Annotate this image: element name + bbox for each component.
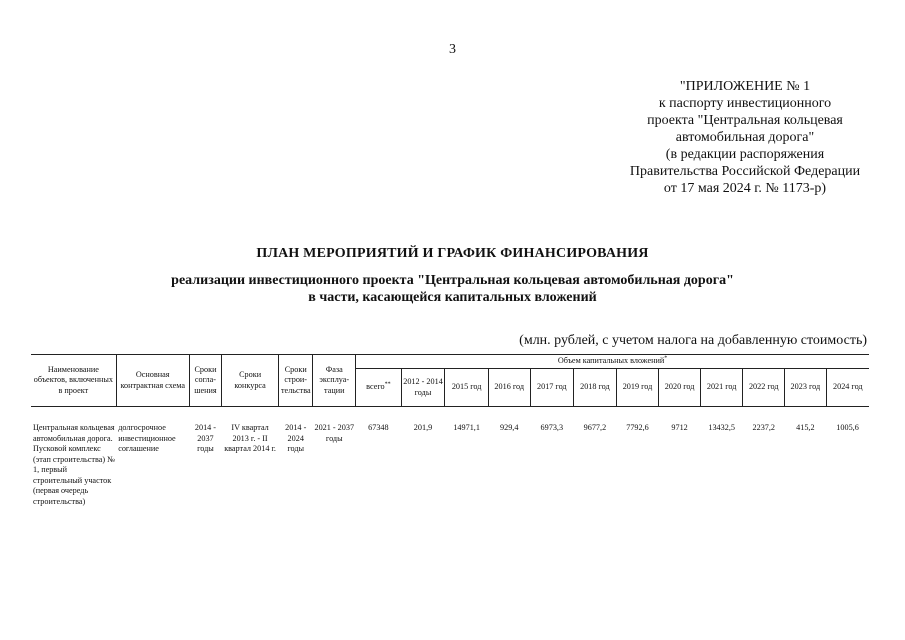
header-year: 2018 год	[574, 369, 617, 407]
header-operation: Фаза эксплуа-тации	[313, 355, 356, 407]
financing-table	[31, 354, 869, 507]
appendix-line: проекта "Центральная кольцевая	[647, 113, 843, 128]
document-title: ПЛАН МЕРОПРИЯТИЙ И ГРАФИК ФИНАНСИРОВАНИЯ	[256, 246, 649, 261]
header-year: 2012 - 2014 годы	[401, 369, 445, 407]
header-year: 2024 год	[826, 369, 869, 407]
cell-name: Центральная кольцевая автомобильная дорога. Пусковой комплекс (этап строительства) № 1, первый строительный участок (первая очередь строительства)	[33, 423, 115, 506]
table-row	[31, 417, 869, 507]
cell-total: 67348	[368, 423, 389, 432]
appendix-line: автомобильная дорога"	[675, 130, 815, 145]
cell-tender: IV квартал 2013 г. - II квартал 2014 г.	[224, 423, 276, 453]
appendix-block	[590, 78, 900, 197]
total-label: всего	[366, 382, 385, 392]
header-year: 2015 год	[445, 369, 489, 407]
header-year: 2021 год	[700, 369, 743, 407]
appendix-line: от 17 мая 2024 г. № 1173-р)	[663, 181, 827, 196]
cell-value: 6973,3	[540, 423, 564, 432]
cell-value: 9677,2	[583, 423, 607, 432]
header-name: Наименование объектов, включенных в проект	[31, 355, 116, 407]
header-year: 2020 год	[659, 369, 701, 407]
cell-scheme: долгосрочное инвестиционное соглашение	[118, 423, 176, 453]
header-year: 2017 год	[530, 369, 574, 407]
cell-value: 13432,5	[708, 423, 735, 432]
footnote-mark: **	[384, 381, 391, 388]
cell-value: 929,4	[500, 423, 519, 432]
cell-value: 1005,6	[836, 423, 859, 432]
cell-value: 201,9	[413, 423, 433, 432]
appendix-line: к паспорту инвестиционного	[658, 96, 832, 111]
appendix-line: "ПРИЛОЖЕНИЕ № 1	[679, 79, 811, 94]
appendix-line: Правительства Российской Федерации	[629, 164, 861, 179]
cell-agreement: 2014 - 2037 годы	[194, 423, 217, 453]
units-note: (млн. рублей, с учетом налога на добавленную стоимость)	[519, 333, 867, 348]
header-year: 2023 год	[785, 369, 827, 407]
header-capital-group	[356, 355, 869, 369]
capital-group-label: Объем капитальных вложений	[557, 356, 665, 366]
appendix-line: (в редакции распоряжения	[665, 147, 825, 162]
header-year: 2022 год	[743, 369, 785, 407]
header-scheme: Основная контрактная схема	[116, 355, 189, 407]
header-agreement: Сроки согла-шения	[189, 355, 221, 407]
subtitle-line: реализации инвестиционного проекта "Центральная кольцевая автомобильная дорога"	[171, 273, 734, 288]
header-year: 2019 год	[616, 369, 659, 407]
cell-value: 9712	[671, 423, 688, 432]
page-number: 3	[449, 42, 456, 57]
cell-value: 415,2	[796, 423, 815, 432]
header-construction: Сроки строи-тельства	[278, 355, 312, 407]
header-tender: Сроки конкурса	[222, 355, 279, 407]
cell-operation: 2021 - 2037 годы	[314, 423, 355, 443]
cell-value: 2237,2	[752, 423, 776, 432]
document-subtitle	[0, 272, 905, 306]
footnote-mark: *	[664, 355, 668, 362]
header-total	[356, 369, 402, 407]
cell-construction: 2014 - 2024 годы	[285, 423, 307, 453]
subtitle-line: в части, касающейся капитальных вложений	[308, 290, 597, 305]
header-year: 2016 год	[488, 369, 530, 407]
cell-value: 14971,1	[453, 423, 480, 432]
cell-value: 7792,6	[626, 423, 649, 432]
